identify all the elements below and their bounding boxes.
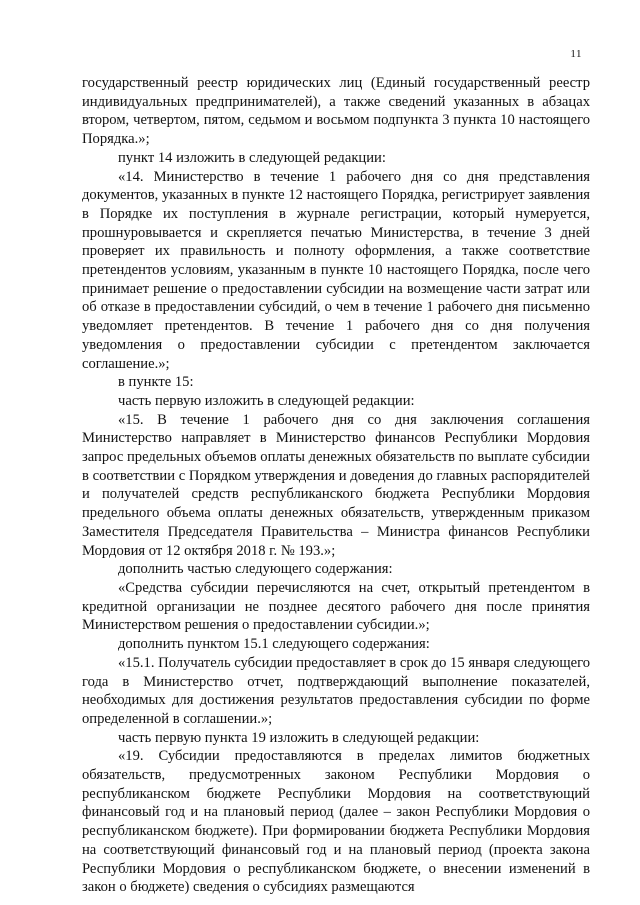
paragraph: дополнить пунктом 15.1 следующего содержания: — [118, 636, 430, 653]
paragraph: «14. Министерство в течение 1 рабочего дня со дня представления документов, указанных в пункте 12 настоящего Порядка, регистрирует заявления в Порядке их поступления в журнале регистрации, который нумеруется, прошнуровывается и скрепляется печатью Министерства, в течение 3 дней проверяет их правильность и полноту оформления, а также соответствие претендентов условиям, указанным в пункте 10 настоящего Порядка, после чего принимает решение о предоставлении субсидии на возмещение части затрат или об отказе в предоставлении субсидий, о чем в течение 1 рабочего дня письменно уведомляет претендентов. В течение 1 рабочего дня со дня получения уведомления о предоставлении субсидии с претендентом заключается соглашение.»; — [82, 168, 590, 372]
paragraph: пункт 14 изложить в следующей редакции: — [118, 149, 386, 166]
paragraph: часть первую изложить в следующей редакции: — [118, 392, 415, 409]
paragraph: в пункте 15: — [118, 374, 194, 391]
paragraph: «Средства субсидии перечисляются на счет, открытый претендентом в кредитной организации не позднее десятого рабочего дня после принятия Министерством решения о предоставлении субсидии.»; — [82, 579, 590, 634]
paragraph: часть первую пункта 19 изложить в следующей редакции: — [118, 729, 480, 746]
paragraph: «15.1. Получатель субсидии предоставляет в срок до 15 января следующего года в Министерство отчет, подтверждающий выполнение показателей, необходимых для достижения результатов предоставления субсидии по форме определенной в соглашении.»; — [82, 654, 590, 727]
page-number: 11 — [570, 48, 582, 60]
paragraph: государственный реестр юридических лиц (Единый государственный реестр индивидуальных предпринимателей), а также сведений указанных в абзацах втором, четвертом, пятом, седьмом и восьмом подпункта 3 пункта 10 настоящего Порядка.»; — [82, 75, 590, 148]
document-body — [82, 74, 590, 897]
paragraph: дополнить частью следующего содержания: — [118, 561, 393, 578]
paragraph: «15. В течение 1 рабочего дня со дня заключения соглашения Министерство направляет в Министерство финансов Республики Мордовия запрос предельных объемов оплаты денежных обязательств по выплате субсидии в соответствии с Порядком утверждения и доведения до главных распорядителей и получателей средств республиканского бюджета Республики Мордовия предельного объема оплаты денежных обязательств, утвержденным приказом Заместителя Председателя Правительства – Министра финансов Республики Мордовия от 12 октября 2018 г. № 193.»; — [82, 411, 590, 559]
paragraph: «19. Субсидии предоставляются в пределах лимитов бюджетных обязательств, предусмотренных законом Республики Мордовия о республиканском бюджете Республики Мордовия на соответствующий финансовый год и на плановый период (далее – закон Республики Мордовия о республиканском бюджете). При формировании бюджета Республики Мордовия на соответствующий финансовый год и на плановый период (проекта закона Республики Мордовия о республиканском бюджете, о внесении изменений в закон о бюджете) сведения о субсидиях размещаются — [82, 748, 590, 896]
